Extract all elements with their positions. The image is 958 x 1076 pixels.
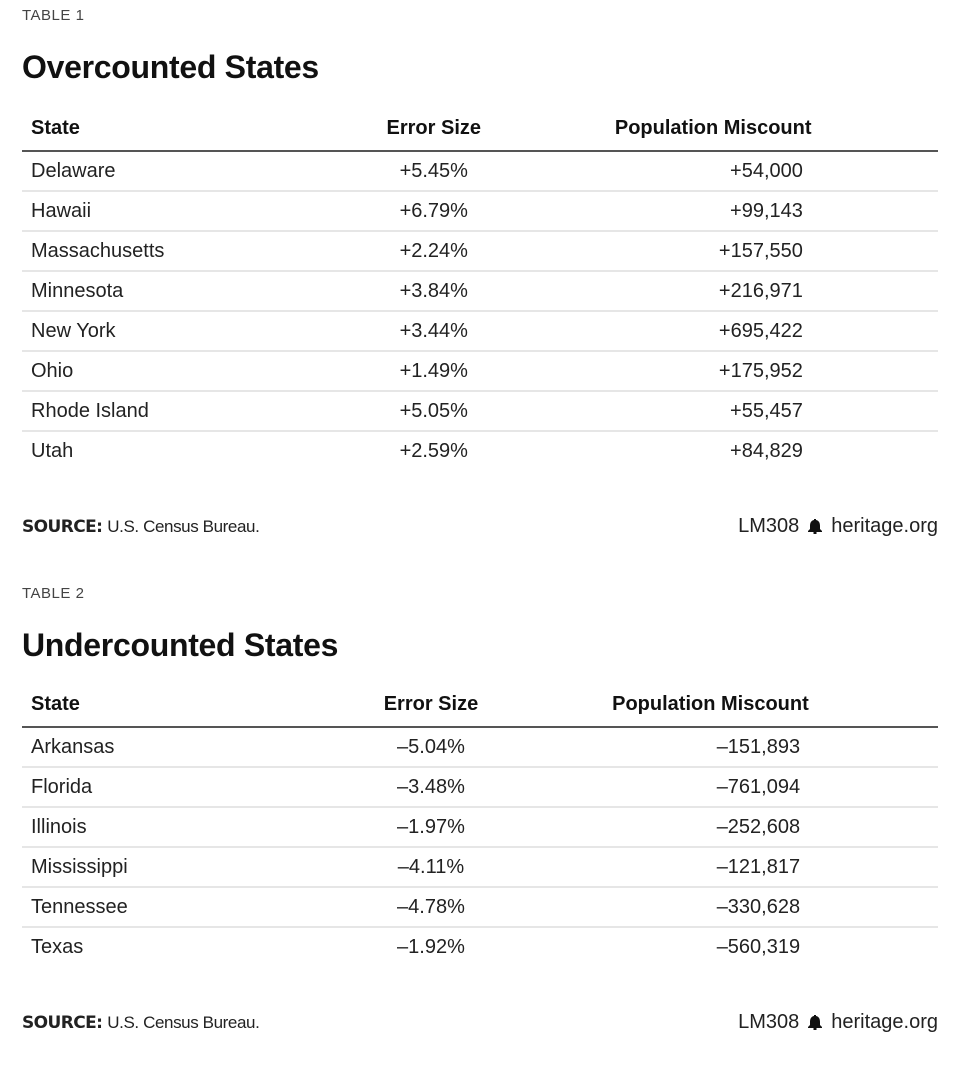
cell-error-size: +6.79%	[347, 191, 521, 231]
cell-state: Tennessee	[22, 887, 344, 927]
credit-code: LM308	[738, 1010, 800, 1033]
population-miscount-value: –252,608	[716, 815, 801, 838]
table-row	[22, 767, 938, 807]
cell-error-size: +5.05%	[347, 391, 521, 431]
cell-error-size: +3.84%	[347, 271, 521, 311]
source-note	[22, 516, 259, 537]
cell-population-miscount	[521, 271, 938, 311]
cell-state: Utah	[31, 439, 74, 462]
cell-state: Massachusetts	[22, 231, 347, 271]
population-miscount-value: +216,971	[718, 279, 803, 302]
cell-population-miscount	[518, 887, 938, 927]
table-row	[22, 231, 938, 271]
cell-error-size: –1.97%	[344, 807, 518, 847]
population-miscount-value: +84,829	[730, 439, 803, 462]
cell-population-miscount	[521, 191, 938, 231]
cell-population-miscount	[521, 231, 938, 271]
cell-error-size: –1.92%	[397, 935, 465, 958]
table-row	[22, 807, 938, 847]
table-row	[22, 311, 938, 351]
table-footer	[22, 1010, 938, 1034]
cell-state: Ohio	[22, 351, 347, 391]
table-row	[22, 847, 938, 887]
column-header-state: State	[22, 106, 347, 151]
data-table	[22, 682, 938, 966]
liberty-bell-icon	[807, 518, 823, 534]
table-row	[22, 151, 938, 191]
cell-error-size: –5.04%	[344, 727, 518, 767]
table-label: TABLE 2	[22, 585, 85, 602]
population-miscount-value: –330,628	[716, 895, 801, 918]
cell-population-miscount	[518, 847, 938, 887]
cell-error-size: +3.44%	[347, 311, 521, 351]
table-row	[22, 191, 938, 231]
cell-population-miscount	[518, 927, 938, 966]
credit-site: heritage.org	[831, 1010, 938, 1033]
cell-error-size: +2.59%	[399, 439, 468, 462]
population-miscount-value: –151,893	[716, 735, 801, 758]
table-1-section	[22, 6, 938, 538]
table-row	[22, 431, 938, 470]
credit	[738, 515, 938, 538]
cell-state: New York	[22, 311, 347, 351]
cell-state: Arkansas	[22, 727, 344, 767]
cell-state: Texas	[31, 935, 84, 958]
population-miscount-value: –761,094	[716, 775, 801, 798]
cell-population-miscount	[521, 311, 938, 351]
table-footer	[22, 514, 938, 538]
table-body	[22, 727, 938, 966]
table-row	[22, 391, 938, 431]
cell-error-size: –4.11%	[344, 847, 518, 887]
source-label: SOURCE:	[22, 1012, 103, 1033]
table-header-row	[22, 682, 938, 727]
table-row	[22, 927, 938, 966]
column-header-error-size: Error Size	[344, 682, 518, 727]
population-miscount-value: +99,143	[730, 199, 803, 222]
cell-population-miscount	[521, 151, 938, 191]
source-text: U.S. Census Bureau.	[107, 516, 260, 536]
column-header-population-miscount: Population Miscount	[518, 682, 938, 727]
table-header-row	[22, 106, 938, 151]
source-note	[22, 1012, 259, 1033]
cell-state: Minnesota	[22, 271, 347, 311]
cell-state: Delaware	[22, 151, 347, 191]
table-body	[22, 151, 938, 470]
source-label: SOURCE:	[22, 516, 103, 537]
cell-population-miscount	[518, 767, 938, 807]
table-label: TABLE 1	[22, 7, 85, 24]
cell-state: Illinois	[22, 807, 344, 847]
credit-site: heritage.org	[831, 514, 938, 537]
cell-error-size: –4.78%	[344, 887, 518, 927]
cell-state: Florida	[22, 767, 344, 807]
cell-error-size: +1.49%	[347, 351, 521, 391]
population-miscount-value: +54,000	[730, 159, 803, 182]
population-miscount-value: +695,422	[718, 319, 803, 342]
liberty-bell-icon	[807, 1014, 823, 1030]
population-miscount-value: –560,319	[716, 935, 801, 958]
column-header-state: State	[22, 682, 344, 727]
cell-population-miscount	[521, 431, 938, 470]
table-2-section	[22, 584, 938, 1034]
table-row	[22, 351, 938, 391]
credit-code: LM308	[738, 514, 800, 537]
cell-error-size: –3.48%	[344, 767, 518, 807]
cell-error-size: +2.24%	[347, 231, 521, 271]
table-title: Undercounted States	[22, 627, 339, 663]
source-text: U.S. Census Bureau.	[107, 1012, 260, 1032]
column-header-population-miscount: Population Miscount	[521, 106, 938, 151]
population-miscount-value: +175,952	[718, 359, 803, 382]
table-row	[22, 271, 938, 311]
table-row	[22, 727, 938, 767]
population-miscount-value: –121,817	[716, 855, 801, 878]
cell-population-miscount	[518, 727, 938, 767]
credit	[738, 1011, 938, 1034]
cell-error-size: +5.45%	[347, 151, 521, 191]
population-miscount-value: +55,457	[730, 399, 803, 422]
cell-population-miscount	[521, 391, 938, 431]
column-header-error-size: Error Size	[347, 106, 521, 151]
cell-population-miscount	[521, 351, 938, 391]
cell-state: Rhode Island	[22, 391, 347, 431]
cell-state: Mississippi	[22, 847, 344, 887]
cell-population-miscount	[518, 807, 938, 847]
data-table	[22, 106, 938, 470]
cell-state: Hawaii	[22, 191, 347, 231]
table-title: Overcounted States	[22, 49, 319, 85]
population-miscount-value: +157,550	[718, 239, 803, 262]
table-row	[22, 887, 938, 927]
